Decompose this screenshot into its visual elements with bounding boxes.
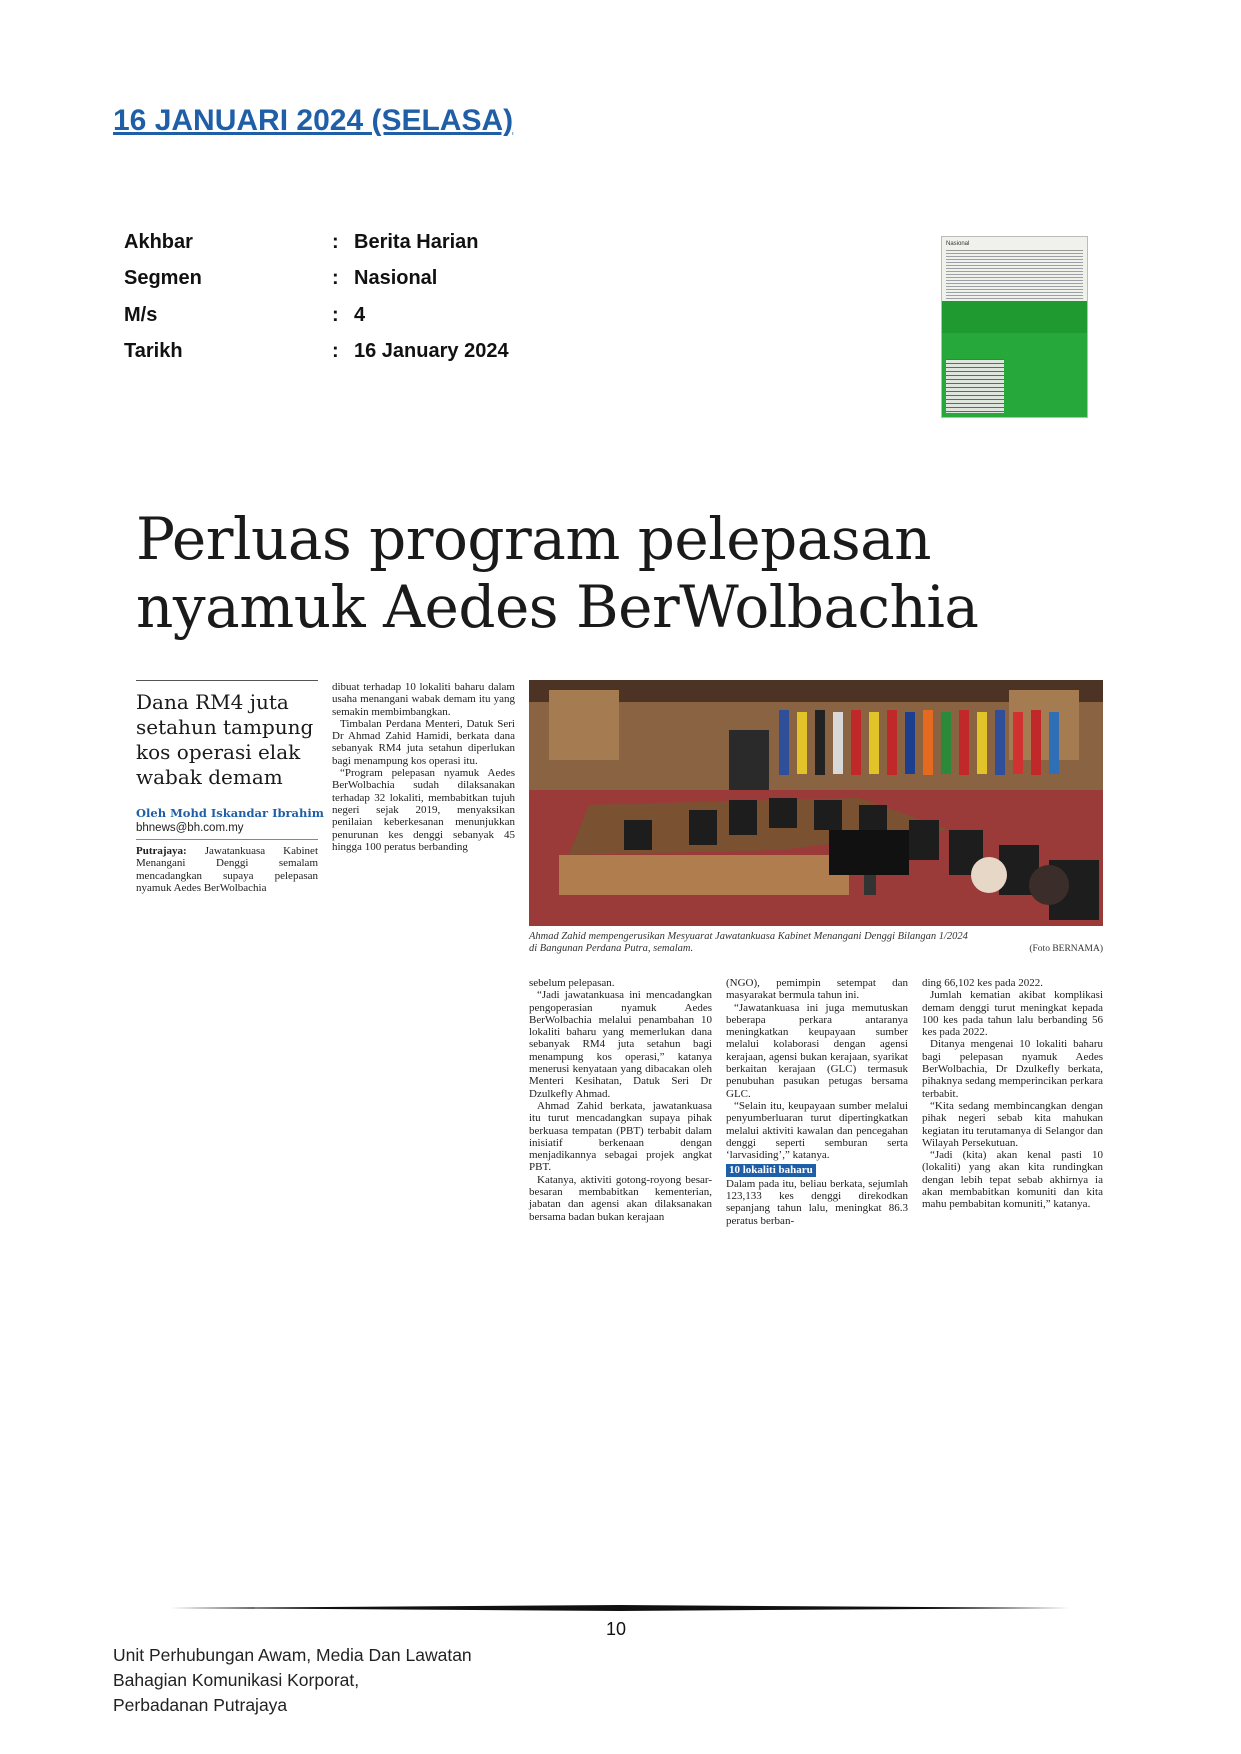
date-heading: 16 JANUARI 2024 (SELASA) <box>113 104 514 137</box>
paragraph: Ditanya mengenai 10 lokaliti baharu bagi pelepasan nyamuk Aedes BerWolbachia, Dr Dzulkefly berkata, pihaknya sedang memperincikan perkara terbabit. <box>922 1038 1103 1100</box>
paragraph: sebelum pelepasan. <box>529 977 615 989</box>
meta-label: Segmen <box>124 267 202 290</box>
paragraph: Jawatankuasa Kabinet Menangani Denggi semalam mencadangkan supaya pelepasan nyamuk Aedes BerWolbachia <box>136 845 318 894</box>
article-subheadline <box>136 690 326 790</box>
divider <box>136 680 318 681</box>
paragraph: “Jadi (kita) akan kenal pasti 10 (lokaliti) yang akan kita rundingkan dengan lebih tepat sebab akhirnya ia akan membabitkan komuniti dan kita mahu pembabitan komuniti,” katanya. <box>922 1149 1103 1211</box>
subhead-line: wabak demam <box>136 765 283 789</box>
paragraph: Ahmad Zahid berkata, jawatankuasa itu turut mencadangkan supaya pihak berkuasa tempatan (PBT) terbabit dalam inisiatif berkenaan dengan menjadikannya sebagai projek angkat PBT. <box>529 1099 712 1174</box>
paragraph: “Kita sedang membincangkan dengan pihak negeri sebab kita mahukan kegiatan itu terutamanya di Selangor dan Wilayah Persekutuan. <box>922 1099 1103 1149</box>
article-column-4 <box>726 977 908 1227</box>
article-column-5 <box>922 977 1103 1211</box>
caption-line: Ahmad Zahid mempengerusikan Mesyuarat Jawatankuasa Kabinet Menangani Denggi Bilangan 1/2024 <box>529 931 968 942</box>
footer-line: Unit Perhubungan Awam, Media Dan Lawatan <box>113 1645 472 1665</box>
footer-line: Perbadanan Putrajaya <box>113 1695 288 1715</box>
caption-line: di Bangunan Perdana Putra, semalam. <box>529 943 694 954</box>
meta-value: 4 <box>354 303 366 326</box>
meta-colon: : <box>332 267 339 290</box>
paragraph: (NGO), pemimpin setempat dan masyarakat bermula tahun ini. <box>726 977 908 1002</box>
author-email: bhnews@bh.com.my <box>136 822 244 834</box>
meta-label: Tarikh <box>124 340 183 363</box>
byline: Oleh Mohd Iskandar Ibrahim <box>136 806 324 820</box>
paragraph: “Jawatankuasa ini juga memutuskan beberapa perkara antaranya meningkatkan keupayaan sumber melalui kolaborasi dengan agensi kerajaan, agensi bukan kerajaan, syarikat berkaitan kerajaan (GLC) termasuk penubuhan pasukan petugas bersama GLC. <box>726 1001 908 1100</box>
article-metadata <box>124 224 509 370</box>
thumbnail-highlight-headline <box>942 301 1087 333</box>
article-column-2 <box>332 681 515 853</box>
paragraph: Timbalan Perdana Menteri, Datuk Seri Dr Ahmad Zahid Hamidi, berkata dana sebanyak RM4 juta setahun diperlukan bagi menampung kos operasi itu. <box>332 717 515 767</box>
footer-divider <box>170 1605 1070 1611</box>
paragraph: dibuat terhadap 10 lokaliti baharu dalam usaha menangani wabak demam itu yang semakin membimbangkan. <box>332 681 515 718</box>
meta-colon: : <box>332 230 339 253</box>
footer-line: Bahagian Komunikasi Korporat, <box>113 1670 360 1690</box>
paragraph: Jumlah kematian akibat komplikasi demam denggi turut meningkat kepada 100 kes pada tahun lalu berbanding 56 kes pada 2022. <box>922 989 1103 1039</box>
meta-value: 16 January 2024 <box>354 340 509 363</box>
dateline: Putrajaya: <box>136 845 187 857</box>
paragraph: “Program pelepasan nyamuk Aedes BerWolbachia sudah dilaksanakan terhadap 32 lokaliti, membabitkan tujuh negeri sejak 2019, menyaksikan penilaian keberkesanan menunjukkan penurunan kes denggi sebanyak 45 hingga 100 peratus berbanding <box>332 767 515 853</box>
headline-line: Perluas program pelepasan <box>136 505 932 573</box>
paragraph: “Selain itu, keupayaan sumber melalui penyumberluaran turut dipertingkatkan melalui aktiviti kawalan dan pencegahan denggi seperti semburan serta ‘larvasiding’,” katanya. <box>726 1099 908 1162</box>
meta-label: M/s <box>124 303 158 326</box>
meta-row-ms <box>124 297 509 334</box>
meta-row-tarikh <box>124 334 509 371</box>
meta-colon: : <box>332 340 339 363</box>
article-column-1 <box>136 845 318 894</box>
paragraph: ding 66,102 kes pada 2022. <box>922 977 1043 989</box>
meta-value: Berita Harian <box>354 230 479 253</box>
section-subheading: 10 lokaliti baharu <box>726 1164 816 1176</box>
paragraph: Dalam pada itu, beliau berkata, sejumlah 123,133 kes denggi direkodkan sepanjang tahun lalu, meningkat 86.3 peratus berban- <box>726 1177 908 1227</box>
paragraph: Katanya, aktiviti gotong-royong besar-besaran membabitkan kementerian, jabatan dan agensi akan dilaksanakan bersama badan bukan kerajaan <box>529 1173 712 1223</box>
meta-row-segmen <box>124 261 509 298</box>
photo-credit: (Foto BERNAMA) <box>1029 944 1103 954</box>
article-headline <box>136 505 1086 641</box>
subhead-line: setahun tampung <box>136 715 314 739</box>
footer-address <box>113 1643 472 1718</box>
headline-line: nyamuk Aedes BerWolbachia <box>136 573 979 641</box>
article-photo <box>529 680 1103 926</box>
thumbnail-header: Nasional <box>946 241 1083 251</box>
subhead-line: Dana RM4 juta <box>136 690 289 714</box>
thumbnail-table <box>946 359 1004 413</box>
page-number: 10 <box>606 1619 627 1639</box>
meta-label: Akhbar <box>124 230 193 253</box>
thumbnail-text-block <box>946 253 1083 299</box>
subhead-line: kos operasi elak <box>136 740 301 764</box>
divider <box>136 839 318 840</box>
photo-caption <box>529 931 1103 955</box>
page-thumbnail <box>941 236 1088 418</box>
meta-row-akhbar <box>124 224 509 261</box>
meta-colon: : <box>332 303 339 326</box>
article-column-3 <box>529 977 712 1223</box>
meta-value: Nasional <box>354 267 438 290</box>
paragraph: “Jadi jawatankuasa ini mencadangkan pengoperasian nyamuk Aedes BerWolbachia melalui penambahan 10 lokaliti baharu yang memerlukan dana sebanyak RM4 juta setahun bagi menampung kos operasi,” katanya menerusi kenyataan yang dibacakan oleh Menteri Kesihatan, Datuk Seri Dr Dzulkefly Ahmad. <box>529 989 712 1100</box>
